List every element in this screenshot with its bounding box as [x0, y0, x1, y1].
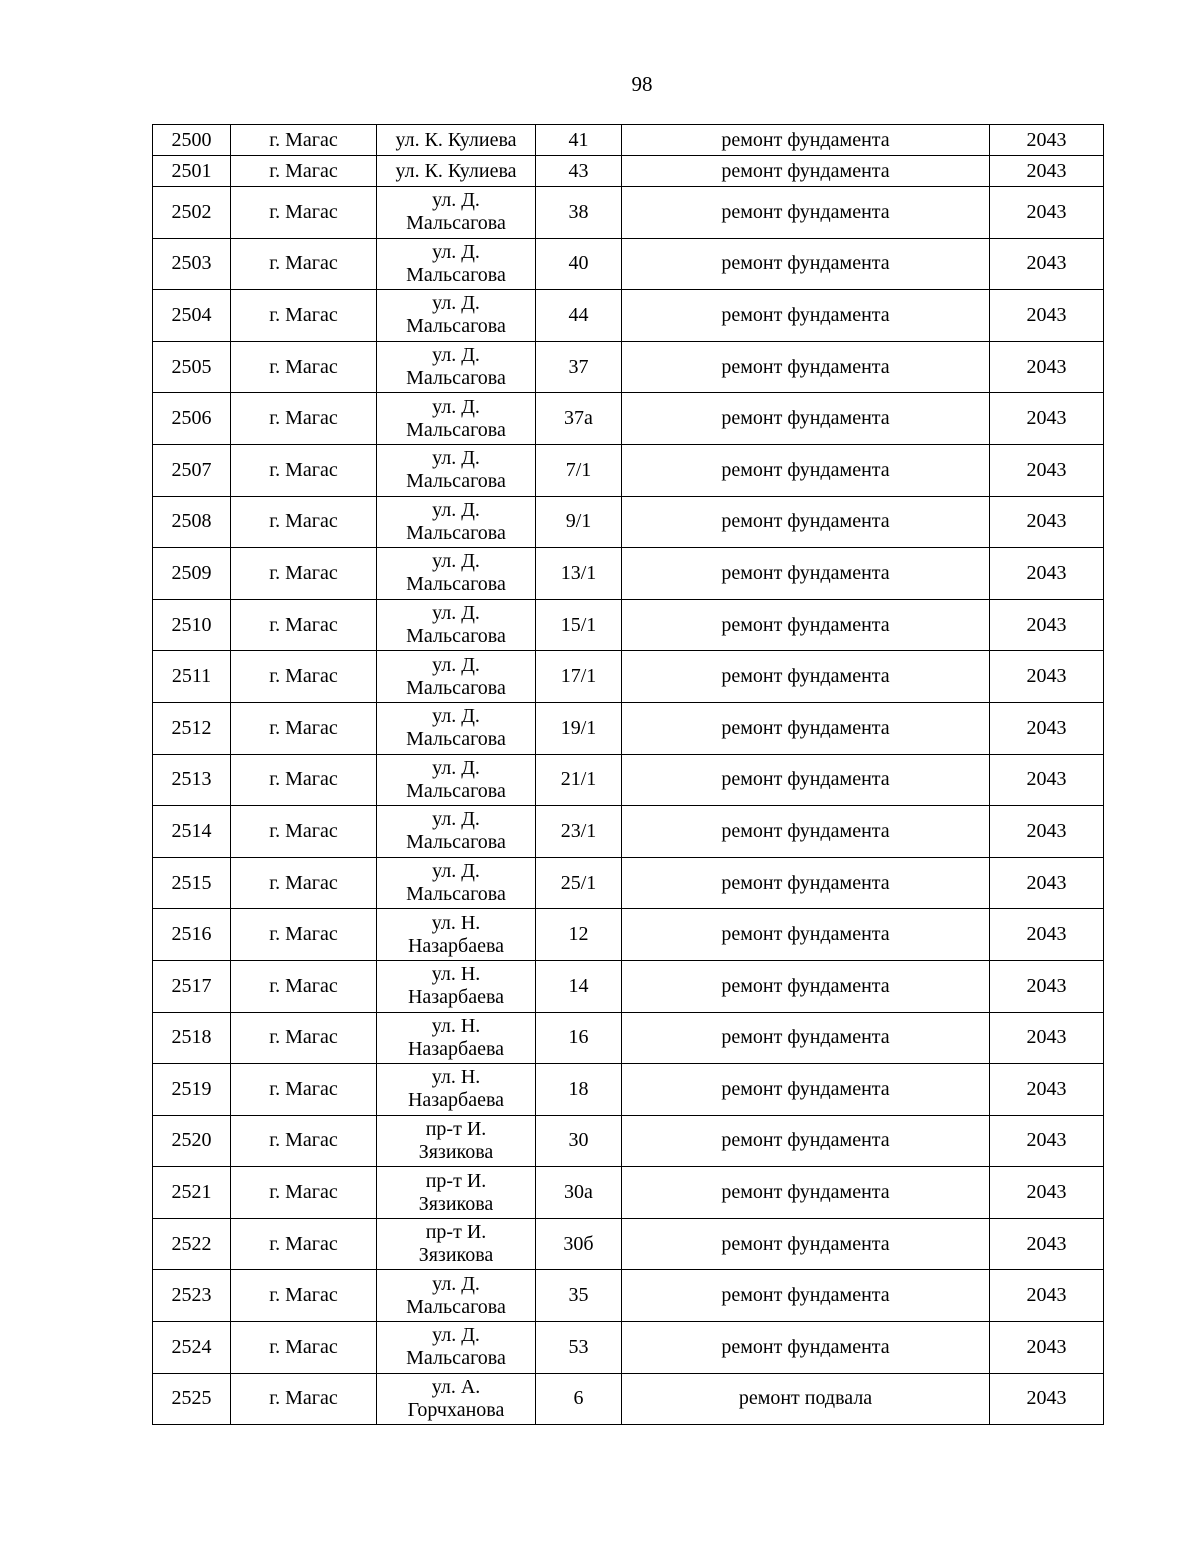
- year-cell: 2043: [990, 651, 1104, 703]
- street-cell: [377, 393, 536, 445]
- work-type-cell: ремонт фундамента: [622, 857, 990, 909]
- street-text: ул. Д. Мальсагова: [406, 550, 506, 596]
- house-number-cell: 53: [536, 1322, 622, 1374]
- street-text: ул. Д. Мальсагова: [406, 189, 506, 235]
- street-text: ул. К. Кулиева: [395, 128, 517, 151]
- table-row: [153, 857, 1104, 909]
- row-number-cell: 2517: [153, 960, 231, 1012]
- year-cell: 2043: [990, 156, 1104, 187]
- city-cell: г. Магас: [231, 1012, 377, 1064]
- city-cell: г. Магас: [231, 238, 377, 290]
- house-number-cell: 30а: [536, 1167, 622, 1219]
- street-text: ул. Н. Назарбаева: [407, 1066, 505, 1112]
- city-cell: г. Магас: [231, 496, 377, 548]
- work-type-cell: ремонт фундамента: [622, 1218, 990, 1270]
- street-cell: [377, 1218, 536, 1270]
- work-type-cell: ремонт фундамента: [622, 1270, 990, 1322]
- work-type-cell: ремонт подвала: [622, 1373, 990, 1425]
- street-cell: [377, 156, 536, 187]
- year-cell: 2043: [990, 702, 1104, 754]
- work-type-cell: ремонт фундамента: [622, 960, 990, 1012]
- work-type-cell: ремонт фундамента: [622, 187, 990, 239]
- city-cell: г. Магас: [231, 393, 377, 445]
- work-type-cell: ремонт фундамента: [622, 1322, 990, 1374]
- street-cell: [377, 1270, 536, 1322]
- city-cell: г. Магас: [231, 960, 377, 1012]
- street-cell: [377, 960, 536, 1012]
- work-type-cell: ремонт фундамента: [622, 548, 990, 600]
- house-number-cell: 44: [536, 290, 622, 342]
- street-text: ул. Д. Мальсагова: [406, 498, 506, 544]
- street-cell: [377, 806, 536, 858]
- street-text: пр-т И. Зязикова: [418, 1117, 494, 1163]
- table-row: [153, 1322, 1104, 1374]
- street-cell: [377, 909, 536, 961]
- city-cell: г. Магас: [231, 187, 377, 239]
- city-cell: г. Магас: [231, 548, 377, 600]
- street-text: ул. Д. Мальсагова: [406, 1324, 506, 1370]
- street-text: ул. Д. Мальсагова: [406, 602, 506, 648]
- year-cell: 2043: [990, 599, 1104, 651]
- street-text: пр-т И. Зязикова: [418, 1169, 494, 1215]
- work-type-cell: ремонт фундамента: [622, 496, 990, 548]
- row-number-cell: 2523: [153, 1270, 231, 1322]
- year-cell: 2043: [990, 909, 1104, 961]
- table-row: [153, 187, 1104, 239]
- row-number-cell: 2513: [153, 754, 231, 806]
- row-number-cell: 2518: [153, 1012, 231, 1064]
- year-cell: 2043: [990, 857, 1104, 909]
- table-row: [153, 1270, 1104, 1322]
- street-text: ул. Д. Мальсагова: [406, 808, 506, 854]
- table-row: [153, 599, 1104, 651]
- city-cell: г. Магас: [231, 1373, 377, 1425]
- street-text: ул. Д. Мальсагова: [406, 653, 506, 699]
- city-cell: г. Магас: [231, 290, 377, 342]
- work-type-cell: ремонт фундамента: [622, 806, 990, 858]
- table-row: [153, 290, 1104, 342]
- street-cell: [377, 1322, 536, 1374]
- row-number-cell: 2514: [153, 806, 231, 858]
- street-cell: [377, 1115, 536, 1167]
- table-row: [153, 496, 1104, 548]
- table-row: [153, 341, 1104, 393]
- house-number-cell: 30: [536, 1115, 622, 1167]
- city-cell: г. Магас: [231, 1167, 377, 1219]
- street-text: ул. К. Кулиева: [395, 159, 517, 182]
- street-text: ул. Д. Мальсагова: [406, 705, 506, 751]
- work-type-cell: ремонт фундамента: [622, 238, 990, 290]
- house-number-cell: 21/1: [536, 754, 622, 806]
- house-number-cell: 37: [536, 341, 622, 393]
- work-type-cell: ремонт фундамента: [622, 1012, 990, 1064]
- row-number-cell: 2506: [153, 393, 231, 445]
- year-cell: 2043: [990, 1064, 1104, 1116]
- year-cell: 2043: [990, 187, 1104, 239]
- city-cell: г. Магас: [231, 444, 377, 496]
- table-row: [153, 1218, 1104, 1270]
- year-cell: 2043: [990, 125, 1104, 156]
- work-type-cell: ремонт фундамента: [622, 1064, 990, 1116]
- house-number-cell: 37а: [536, 393, 622, 445]
- row-number-cell: 2504: [153, 290, 231, 342]
- street-cell: [377, 1373, 536, 1425]
- city-cell: г. Магас: [231, 909, 377, 961]
- house-number-cell: 43: [536, 156, 622, 187]
- repair-schedule-table: [152, 124, 1104, 1425]
- table-row: [153, 1064, 1104, 1116]
- work-type-cell: ремонт фундамента: [622, 909, 990, 961]
- year-cell: 2043: [990, 393, 1104, 445]
- city-cell: г. Магас: [231, 341, 377, 393]
- year-cell: 2043: [990, 238, 1104, 290]
- city-cell: г. Магас: [231, 156, 377, 187]
- row-number-cell: 2505: [153, 341, 231, 393]
- year-cell: 2043: [990, 960, 1104, 1012]
- table-row: [153, 1012, 1104, 1064]
- row-number-cell: 2507: [153, 444, 231, 496]
- city-cell: г. Магас: [231, 702, 377, 754]
- house-number-cell: 13/1: [536, 548, 622, 600]
- year-cell: 2043: [990, 444, 1104, 496]
- city-cell: г. Магас: [231, 806, 377, 858]
- street-cell: [377, 651, 536, 703]
- house-number-cell: 40: [536, 238, 622, 290]
- work-type-cell: ремонт фундамента: [622, 1167, 990, 1219]
- street-cell: [377, 1064, 536, 1116]
- street-text: ул. Д. Мальсагова: [406, 395, 506, 441]
- house-number-cell: 19/1: [536, 702, 622, 754]
- house-number-cell: 18: [536, 1064, 622, 1116]
- house-number-cell: 12: [536, 909, 622, 961]
- city-cell: г. Магас: [231, 125, 377, 156]
- city-cell: г. Магас: [231, 1064, 377, 1116]
- year-cell: 2043: [990, 806, 1104, 858]
- street-text: ул. Д. Мальсагова: [406, 344, 506, 390]
- table-row: [153, 960, 1104, 1012]
- table-row: [153, 754, 1104, 806]
- street-cell: [377, 754, 536, 806]
- street-text: ул. Н. Назарбаева: [407, 963, 505, 1009]
- row-number-cell: 2510: [153, 599, 231, 651]
- house-number-cell: 16: [536, 1012, 622, 1064]
- table-row: [153, 444, 1104, 496]
- house-number-cell: 15/1: [536, 599, 622, 651]
- row-number-cell: 2503: [153, 238, 231, 290]
- work-type-cell: ремонт фундамента: [622, 156, 990, 187]
- table-row: [153, 806, 1104, 858]
- street-text: ул. Н. Назарбаева: [407, 1014, 505, 1060]
- street-text: ул. Д. Мальсагова: [406, 1272, 506, 1318]
- street-text: ул. Д. Мальсагова: [406, 860, 506, 906]
- city-cell: г. Магас: [231, 857, 377, 909]
- work-type-cell: ремонт фундамента: [622, 444, 990, 496]
- work-type-cell: ремонт фундамента: [622, 702, 990, 754]
- table-row: [153, 1115, 1104, 1167]
- house-number-cell: 7/1: [536, 444, 622, 496]
- street-cell: [377, 548, 536, 600]
- city-cell: г. Магас: [231, 1115, 377, 1167]
- house-number-cell: 23/1: [536, 806, 622, 858]
- street-cell: [377, 1167, 536, 1219]
- street-cell: [377, 1012, 536, 1064]
- year-cell: 2043: [990, 1322, 1104, 1374]
- table-row: [153, 393, 1104, 445]
- work-type-cell: ремонт фундамента: [622, 290, 990, 342]
- table-row: [153, 702, 1104, 754]
- row-number-cell: 2508: [153, 496, 231, 548]
- street-cell: [377, 599, 536, 651]
- year-cell: 2043: [990, 548, 1104, 600]
- row-number-cell: 2511: [153, 651, 231, 703]
- year-cell: 2043: [990, 754, 1104, 806]
- street-text: ул. Д. Мальсагова: [406, 756, 506, 802]
- row-number-cell: 2521: [153, 1167, 231, 1219]
- city-cell: г. Магас: [231, 754, 377, 806]
- year-cell: 2043: [990, 341, 1104, 393]
- city-cell: г. Магас: [231, 1218, 377, 1270]
- work-type-cell: ремонт фундамента: [622, 125, 990, 156]
- house-number-cell: 14: [536, 960, 622, 1012]
- year-cell: 2043: [990, 290, 1104, 342]
- year-cell: 2043: [990, 1373, 1104, 1425]
- street-text: ул. Д. Мальсагова: [406, 240, 506, 286]
- row-number-cell: 2509: [153, 548, 231, 600]
- page-number: 98: [631, 72, 653, 96]
- street-text: пр-т И. Зязикова: [418, 1221, 494, 1267]
- work-type-cell: ремонт фундамента: [622, 341, 990, 393]
- row-number-cell: 2500: [153, 125, 231, 156]
- house-number-cell: 6: [536, 1373, 622, 1425]
- table-body: [153, 125, 1104, 1425]
- house-number-cell: 35: [536, 1270, 622, 1322]
- city-cell: г. Магас: [231, 651, 377, 703]
- street-cell: [377, 238, 536, 290]
- city-cell: г. Магас: [231, 1322, 377, 1374]
- street-cell: [377, 290, 536, 342]
- house-number-cell: 30б: [536, 1218, 622, 1270]
- house-number-cell: 25/1: [536, 857, 622, 909]
- house-number-cell: 41: [536, 125, 622, 156]
- house-number-cell: 38: [536, 187, 622, 239]
- street-cell: [377, 702, 536, 754]
- year-cell: 2043: [990, 1270, 1104, 1322]
- table-row: [153, 1373, 1104, 1425]
- street-text: ул. Д. Мальсагова: [406, 447, 506, 493]
- street-cell: [377, 187, 536, 239]
- city-cell: г. Магас: [231, 599, 377, 651]
- row-number-cell: 2524: [153, 1322, 231, 1374]
- table-row: [153, 548, 1104, 600]
- house-number-cell: 9/1: [536, 496, 622, 548]
- table-row: [153, 125, 1104, 156]
- row-number-cell: 2512: [153, 702, 231, 754]
- work-type-cell: ремонт фундамента: [622, 754, 990, 806]
- year-cell: 2043: [990, 1218, 1104, 1270]
- row-number-cell: 2522: [153, 1218, 231, 1270]
- year-cell: 2043: [990, 1167, 1104, 1219]
- street-text: ул. Н. Назарбаева: [407, 911, 505, 957]
- street-text: ул. А. Горчханова: [407, 1375, 505, 1421]
- street-cell: [377, 857, 536, 909]
- table-row: [153, 651, 1104, 703]
- house-number-cell: 17/1: [536, 651, 622, 703]
- work-type-cell: ремонт фундамента: [622, 651, 990, 703]
- work-type-cell: ремонт фундамента: [622, 393, 990, 445]
- row-number-cell: 2515: [153, 857, 231, 909]
- row-number-cell: 2516: [153, 909, 231, 961]
- year-cell: 2043: [990, 496, 1104, 548]
- city-cell: г. Магас: [231, 1270, 377, 1322]
- street-cell: [377, 444, 536, 496]
- street-cell: [377, 341, 536, 393]
- row-number-cell: 2501: [153, 156, 231, 187]
- row-number-cell: 2502: [153, 187, 231, 239]
- row-number-cell: 2519: [153, 1064, 231, 1116]
- row-number-cell: 2525: [153, 1373, 231, 1425]
- year-cell: 2043: [990, 1115, 1104, 1167]
- street-cell: [377, 496, 536, 548]
- table-row: [153, 238, 1104, 290]
- table-row: [153, 156, 1104, 187]
- street-cell: [377, 125, 536, 156]
- table-row: [153, 1167, 1104, 1219]
- street-text: ул. Д. Мальсагова: [406, 292, 506, 338]
- table-row: [153, 909, 1104, 961]
- work-type-cell: ремонт фундамента: [622, 599, 990, 651]
- row-number-cell: 2520: [153, 1115, 231, 1167]
- year-cell: 2043: [990, 1012, 1104, 1064]
- work-type-cell: ремонт фундамента: [622, 1115, 990, 1167]
